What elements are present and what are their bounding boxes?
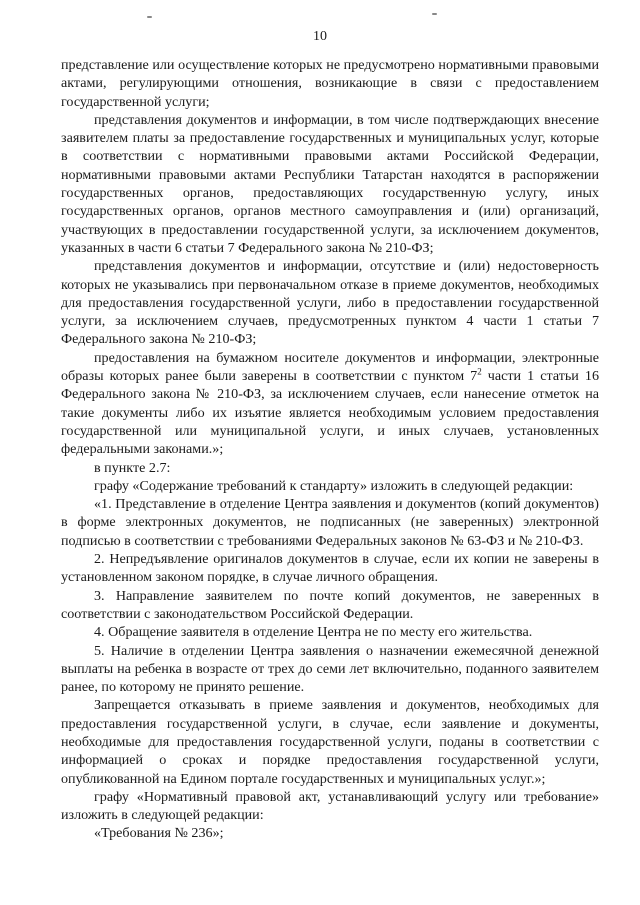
paragraph-text: предоставления на бумажном носителе документов и информации, электронные образы которых ранее были заверены в соответствии с пунктом 7 [61, 349, 599, 385]
paragraph: 3. Направление заявителем по почте копий документов, не заверенных в соответствии с законодательством Российской Федерации. [61, 587, 599, 622]
paragraph: графу «Нормативный правовой акт, устанавливающий услугу или требование» изложить в следующей редакции: [61, 788, 599, 824]
paragraph: 5. Наличие в отделении Центра заявления о назначении ежемесячной денежной выплаты на ребенка в возрасте от трех до семи лет включительно, поданного заявителем ранее, по которому не принято решение. [61, 642, 599, 696]
page-number: 10 [313, 29, 327, 44]
paragraph: представления документов и информации, в том числе подтверждающих внесение заявителем платы за предоставление государственных и муниципальных услуг, которые в соответствии с нормативными правовыми актами Российской Федерации, нормативными правовыми актами Республики Татарстан находятся в распоряжении государственных органов, предоставляющих государственную услугу, иных государственных органов, органов местного самоуправления и (или) организаций, участвующих в предоставлении государственной услуги, за исключением документов, указанных в части 6 статьи 7 Федерального закона № 210-ФЗ; [61, 111, 599, 256]
paragraph: Запрещается отказывать в приеме заявления и документов, необходимых для предоставления государственной услуги, в случае, если заявление и документы, необходимые для предоставления государственной услуги, поданы в соответствии с информацией о сроках и порядке предоставления государственной услуги, опубликованной на Едином портале государственных и муниципальных услуг.»; [61, 697, 599, 787]
paragraph: 4. Обращение заявителя в отделение Центра не по месту его жительства. [94, 624, 533, 641]
paragraph: представления документов и информации, отсутствие и (или) недостоверность которых не указывались при первоначальном отказе в приеме документов, необходимых для предоставления государственной услуги, либо в предоставлении государственной услуги, за исключением случаев, предусмотренных пунктом 4 части 1 статьи 7 Федерального закона № 210-ФЗ; [61, 258, 599, 348]
paragraph [61, 349, 599, 459]
superscript: 2 [477, 366, 482, 377]
paragraph: «Требования № 236»; [94, 825, 224, 842]
paragraph: представление или осуществление которых не предусмотрено нормативными правовыми актами, регулирующими отношения, возникающие в связи с предоставлением государственной услуги; [61, 57, 599, 110]
paragraph: в пункте 2.7: [94, 459, 171, 476]
paragraph: 2. Непредъявление оригиналов документов в случае, если их копии не заверены в установленном законом порядке, в случае личного обращения. [61, 551, 599, 586]
paragraph: «1. Представление в отделение Центра заявления и документов (копий документов) в форме электронных документов, не подписанных (не заверенных) электронной подписью в соответствии с требованиями Федеральных законов № 63-ФЗ и № 210-ФЗ. [61, 496, 599, 549]
scan-speck [147, 16, 152, 18]
paragraph-text: части 1 статьи 16 Федерального закона № 210-ФЗ, за исключением случаев, если нанесение отметок на такие документы либо их изъятие является необходимым условием предоставления государственной или муниципальной услуги, и иных случаев, установленных федеральными законами.»; [61, 368, 599, 458]
document-body [61, 56, 599, 843]
scan-speck [432, 13, 437, 15]
paragraph: графу «Содержание требований к стандарту» изложить в следующей редакции: [94, 477, 574, 494]
